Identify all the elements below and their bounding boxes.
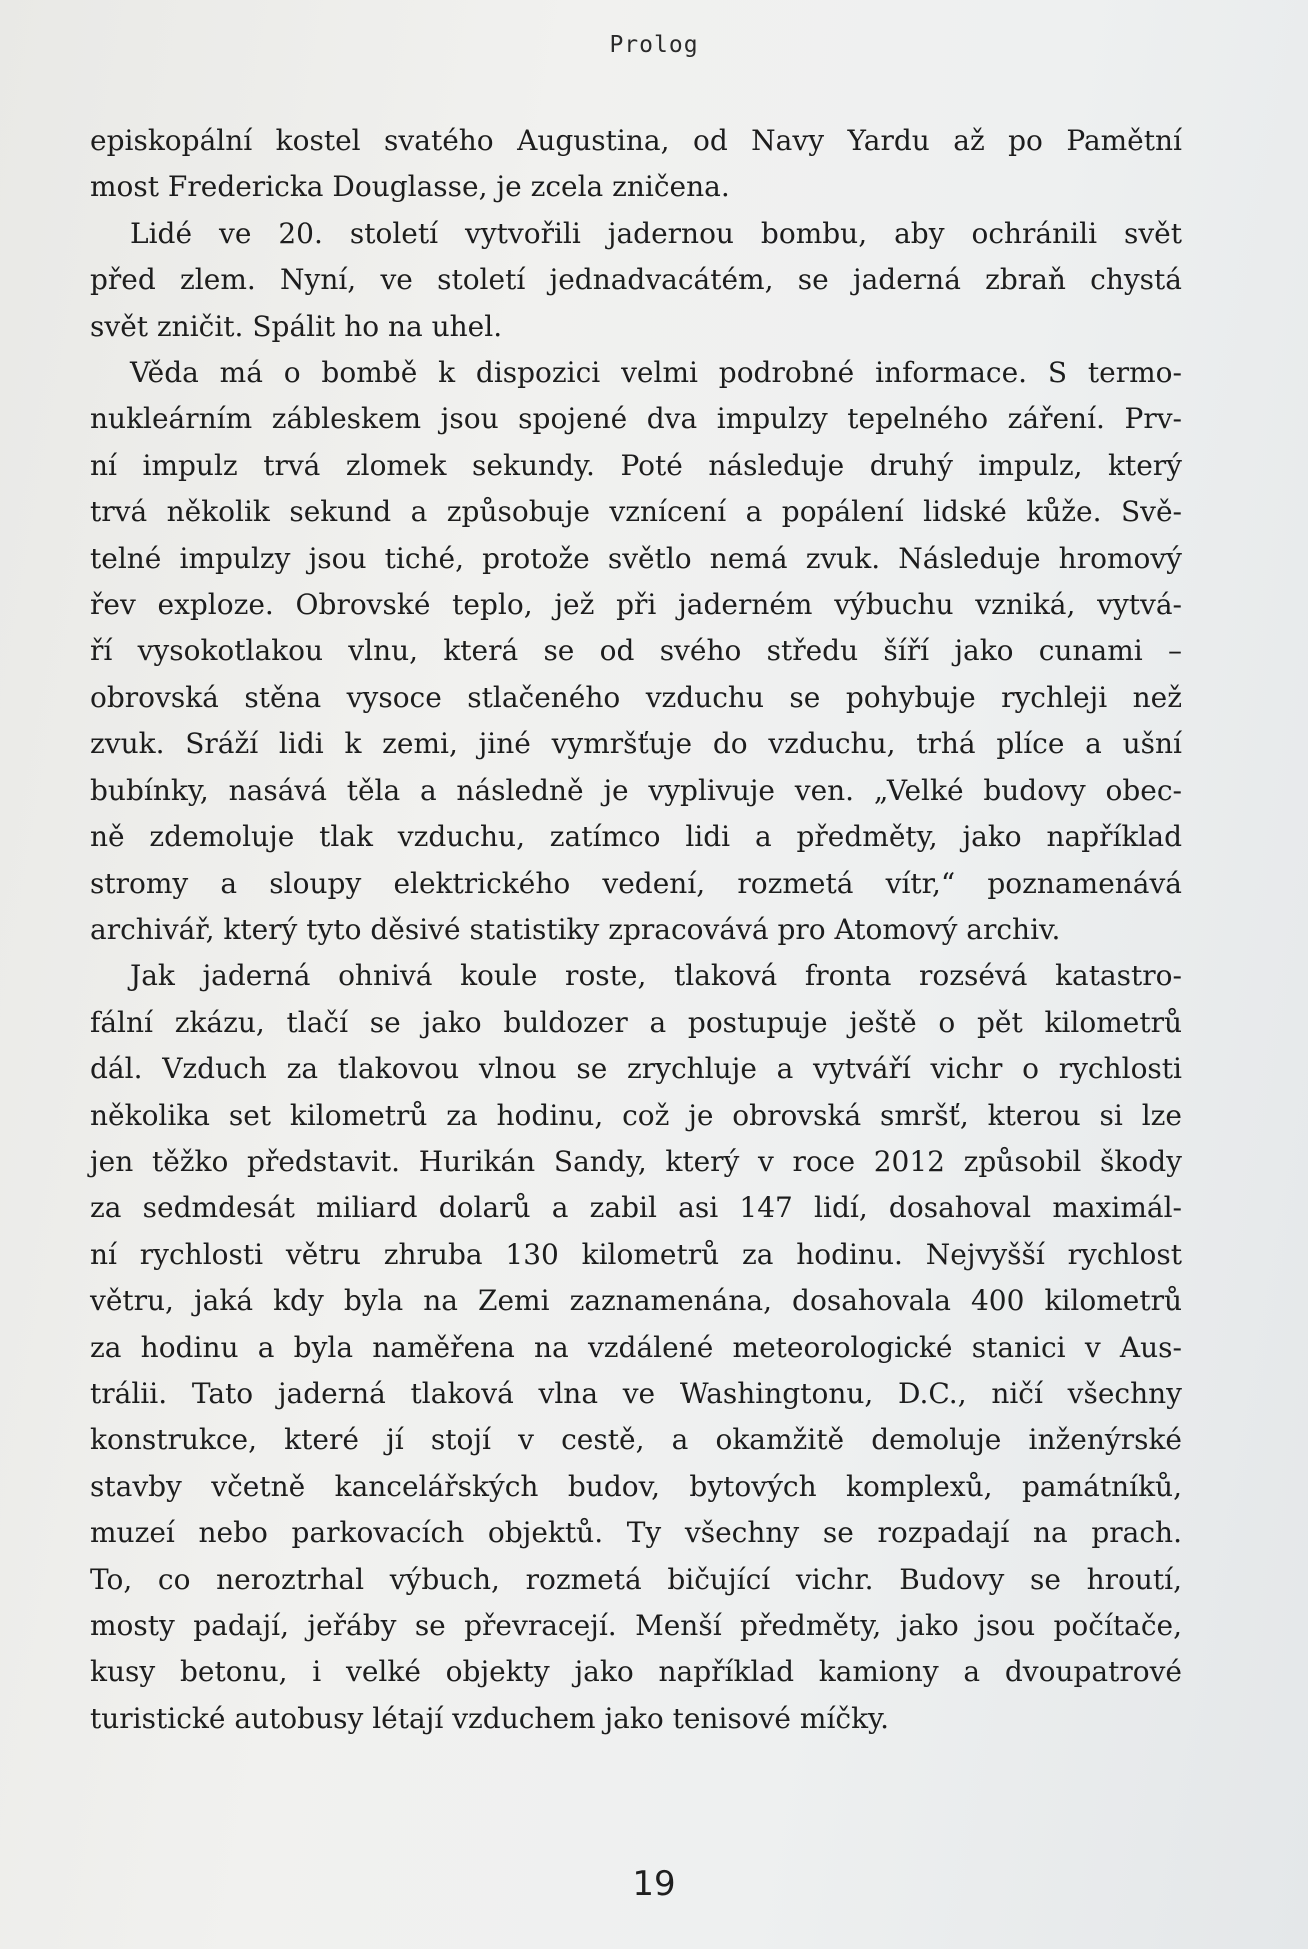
text-line: ří vysokotlakou vlnu, která se od svého středu šíří jako cunami – (90, 634, 1182, 668)
paragraph-1 (90, 118, 1182, 211)
text-line: ně zdemoluje tlak vzduchu, zatímco lidi a předměty, jako například (90, 820, 1182, 854)
running-head: Prolog (609, 32, 699, 58)
text-line: konstrukce, které jí stojí v cestě, a okamžitě demoluje inženýrské (90, 1423, 1182, 1457)
text-line: To, co neroztrhal výbuch, rozmetá bičující vichr. Budovy se hroutí, (90, 1562, 1182, 1596)
text-line: ní rychlosti větru zhruba 130 kilometrů za hodinu. Nejvyšší rychlost (90, 1237, 1182, 1271)
text-line: za hodinu a byla naměřena na vzdálené meteorologické stanici v Aus- (90, 1330, 1182, 1364)
text-line: dál. Vzduch za tlakovou vlnou se zrychluje a vytváří vichr o rychlosti (90, 1052, 1182, 1086)
text-line: mosty padají, jeřáby se převracejí. Menší předměty, jako jsou počítače, (90, 1609, 1182, 1642)
text-line: stavby včetně kancelářských budov, bytových komplexů, památníků, (90, 1469, 1182, 1503)
paragraph-3 (90, 350, 1182, 953)
text-line: Lidé ve 20. století vytvořili jadernou bombu, aby ochránili svět (130, 216, 1182, 250)
paragraph-4 (90, 953, 1182, 1742)
text-line: nukleárním zábleskem jsou spojené dva impulzy tepelného záření. Prv- (90, 402, 1182, 436)
text-line: trálii. Tato jaderná tlaková vlna ve Washingtonu, D.C., ničí všechny (90, 1376, 1182, 1410)
text-line: řev exploze. Obrovské teplo, jež při jaderném výbuchu vzniká, vytvá- (90, 588, 1182, 622)
text-line: svět zničit. Spálit ho na uhel. (90, 309, 503, 343)
text-line: fální zkázu, tlačí se jako buldozer a postupuje ještě o pět kilometrů (90, 1005, 1182, 1039)
text-line: stromy a sloupy elektrického vedení, rozmetá vítr,“ poznamenává (90, 866, 1182, 900)
page-number: 19 (632, 1864, 676, 1904)
text-line: muzeí nebo parkovacích objektů. Ty všechny se rozpadají na prach. (90, 1516, 1182, 1550)
text-line: před zlem. Nyní, ve století jednadvacátém, se jaderná zbraň chystá (90, 263, 1182, 297)
text-line: kusy betonu, i velké objekty jako například kamiony a dvoupatrové (90, 1655, 1182, 1689)
paragraph-2 (90, 211, 1182, 350)
text-line: episkopální kostel svatého Augustina, od Navy Yardu až po Pamětní (90, 124, 1182, 157)
text-line: telné impulzy jsou tiché, protože světlo nemá zvuk. Následuje hromový (90, 541, 1182, 575)
text-line: větru, jaká kdy byla na Zemi zaznamenána, dosahovala 400 kilometrů (90, 1284, 1182, 1318)
text-line: jen těžko představit. Hurikán Sandy, který v roce 2012 způsobil škody (90, 1144, 1182, 1178)
text-line: zvuk. Sráží lidi k zemi, jiné vymršťuje do vzduchu, trhá plíce a ušní (90, 727, 1182, 761)
text-line: trvá několik sekund a způsobuje vznícení a popálení lidské kůže. Svě- (90, 495, 1182, 529)
body-text (90, 118, 1182, 1742)
text-line: Jak jaderná ohnivá koule roste, tlaková fronta rozsévá katastro- (130, 959, 1182, 993)
text-line: bubínky, nasává těla a následně je vyplivuje ven. „Velké budovy obec- (90, 773, 1182, 807)
text-line: turistické autobusy létají vzduchem jako tenisové míčky. (90, 1701, 890, 1735)
text-line: za sedmdesát miliard dolarů a zabil asi 147 lidí, dosahoval maximál- (90, 1191, 1182, 1225)
text-line: archivář, který tyto děsivé statistiky zpracovává pro Atomový archiv. (90, 912, 1061, 946)
text-line: několika set kilometrů za hodinu, což je obrovská smršť, kterou si lze (90, 1098, 1182, 1132)
text-line: obrovská stěna vysoce stlačeného vzduchu se pohybuje rychleji než (90, 680, 1182, 714)
text-line: ní impulz trvá zlomek sekundy. Poté následuje druhý impulz, který (90, 448, 1182, 482)
text-line: Věda má o bombě k dispozici velmi podrobné informace. S termo- (130, 356, 1182, 390)
text-line: most Fredericka Douglasse, je zcela zničena. (90, 170, 730, 204)
